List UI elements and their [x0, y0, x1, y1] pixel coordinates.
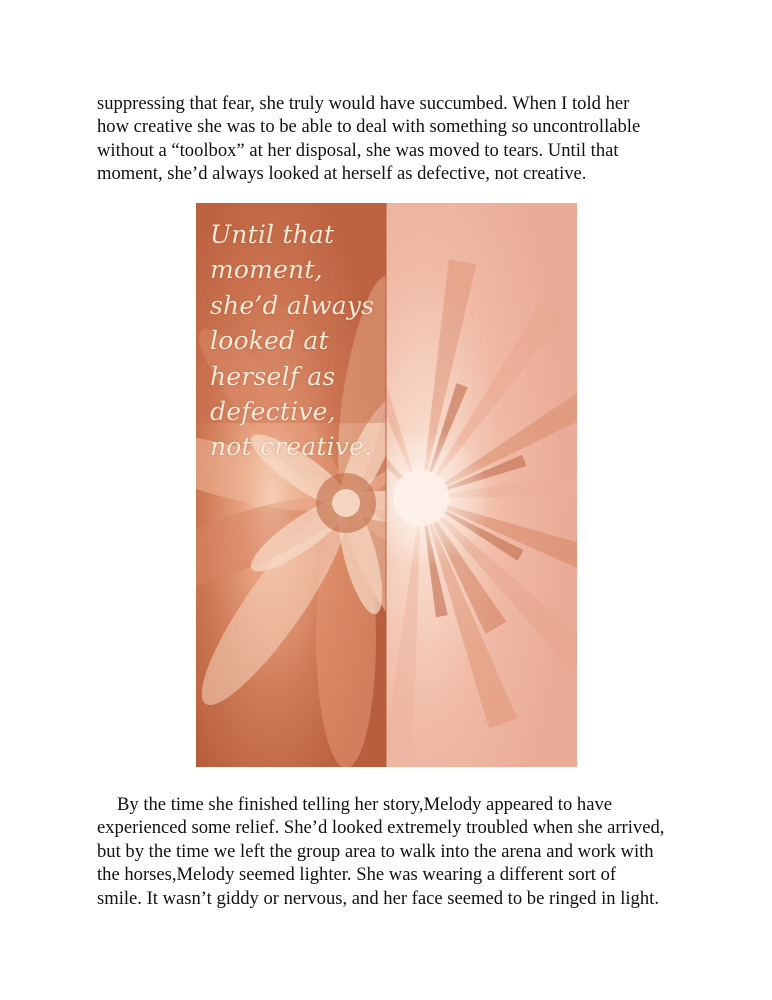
- pull-quote-flower-image: [196, 203, 577, 767]
- pull-quote-text: [210, 217, 400, 465]
- paragraph-line: suppressing that fear, she truly would have succumbed. When I told her: [97, 93, 630, 114]
- paragraph-line: experienced some relief. She’d looked extremely troubled when she arrived,: [97, 817, 665, 839]
- paragraph-line: the horses,Melody seemed lighter. She was wearing a different sort of: [97, 864, 617, 886]
- paragraph-line: smile. It wasn’t giddy or nervous, and her face seemed to be ringed in light.: [97, 887, 659, 909]
- paragraph-line: By the time she finished telling her story,Melody appeared to have: [117, 794, 613, 815]
- paragraph-line: without a “toolbox” at her disposal, she was moved to tears. Until that: [97, 139, 619, 161]
- paragraph-top: [97, 92, 717, 186]
- quote-line: moment,: [210, 255, 323, 285]
- paragraph-line: moment, she’d always looked at herself as defective, not creative.: [97, 163, 587, 185]
- quote-line: defective,: [210, 397, 336, 427]
- quote-line: not creative.: [210, 432, 373, 462]
- paragraph-line: how creative she was to be able to deal with something so uncontrollable: [97, 116, 641, 138]
- quote-line: looked at: [210, 326, 329, 356]
- quote-line: she’d always: [210, 290, 375, 320]
- quote-line: herself as: [210, 361, 336, 391]
- quote-line: Until that: [210, 220, 335, 249]
- paragraph-bottom: [97, 793, 717, 910]
- paragraph-line: but by the time we left the group area to walk into the arena and work with: [97, 840, 654, 862]
